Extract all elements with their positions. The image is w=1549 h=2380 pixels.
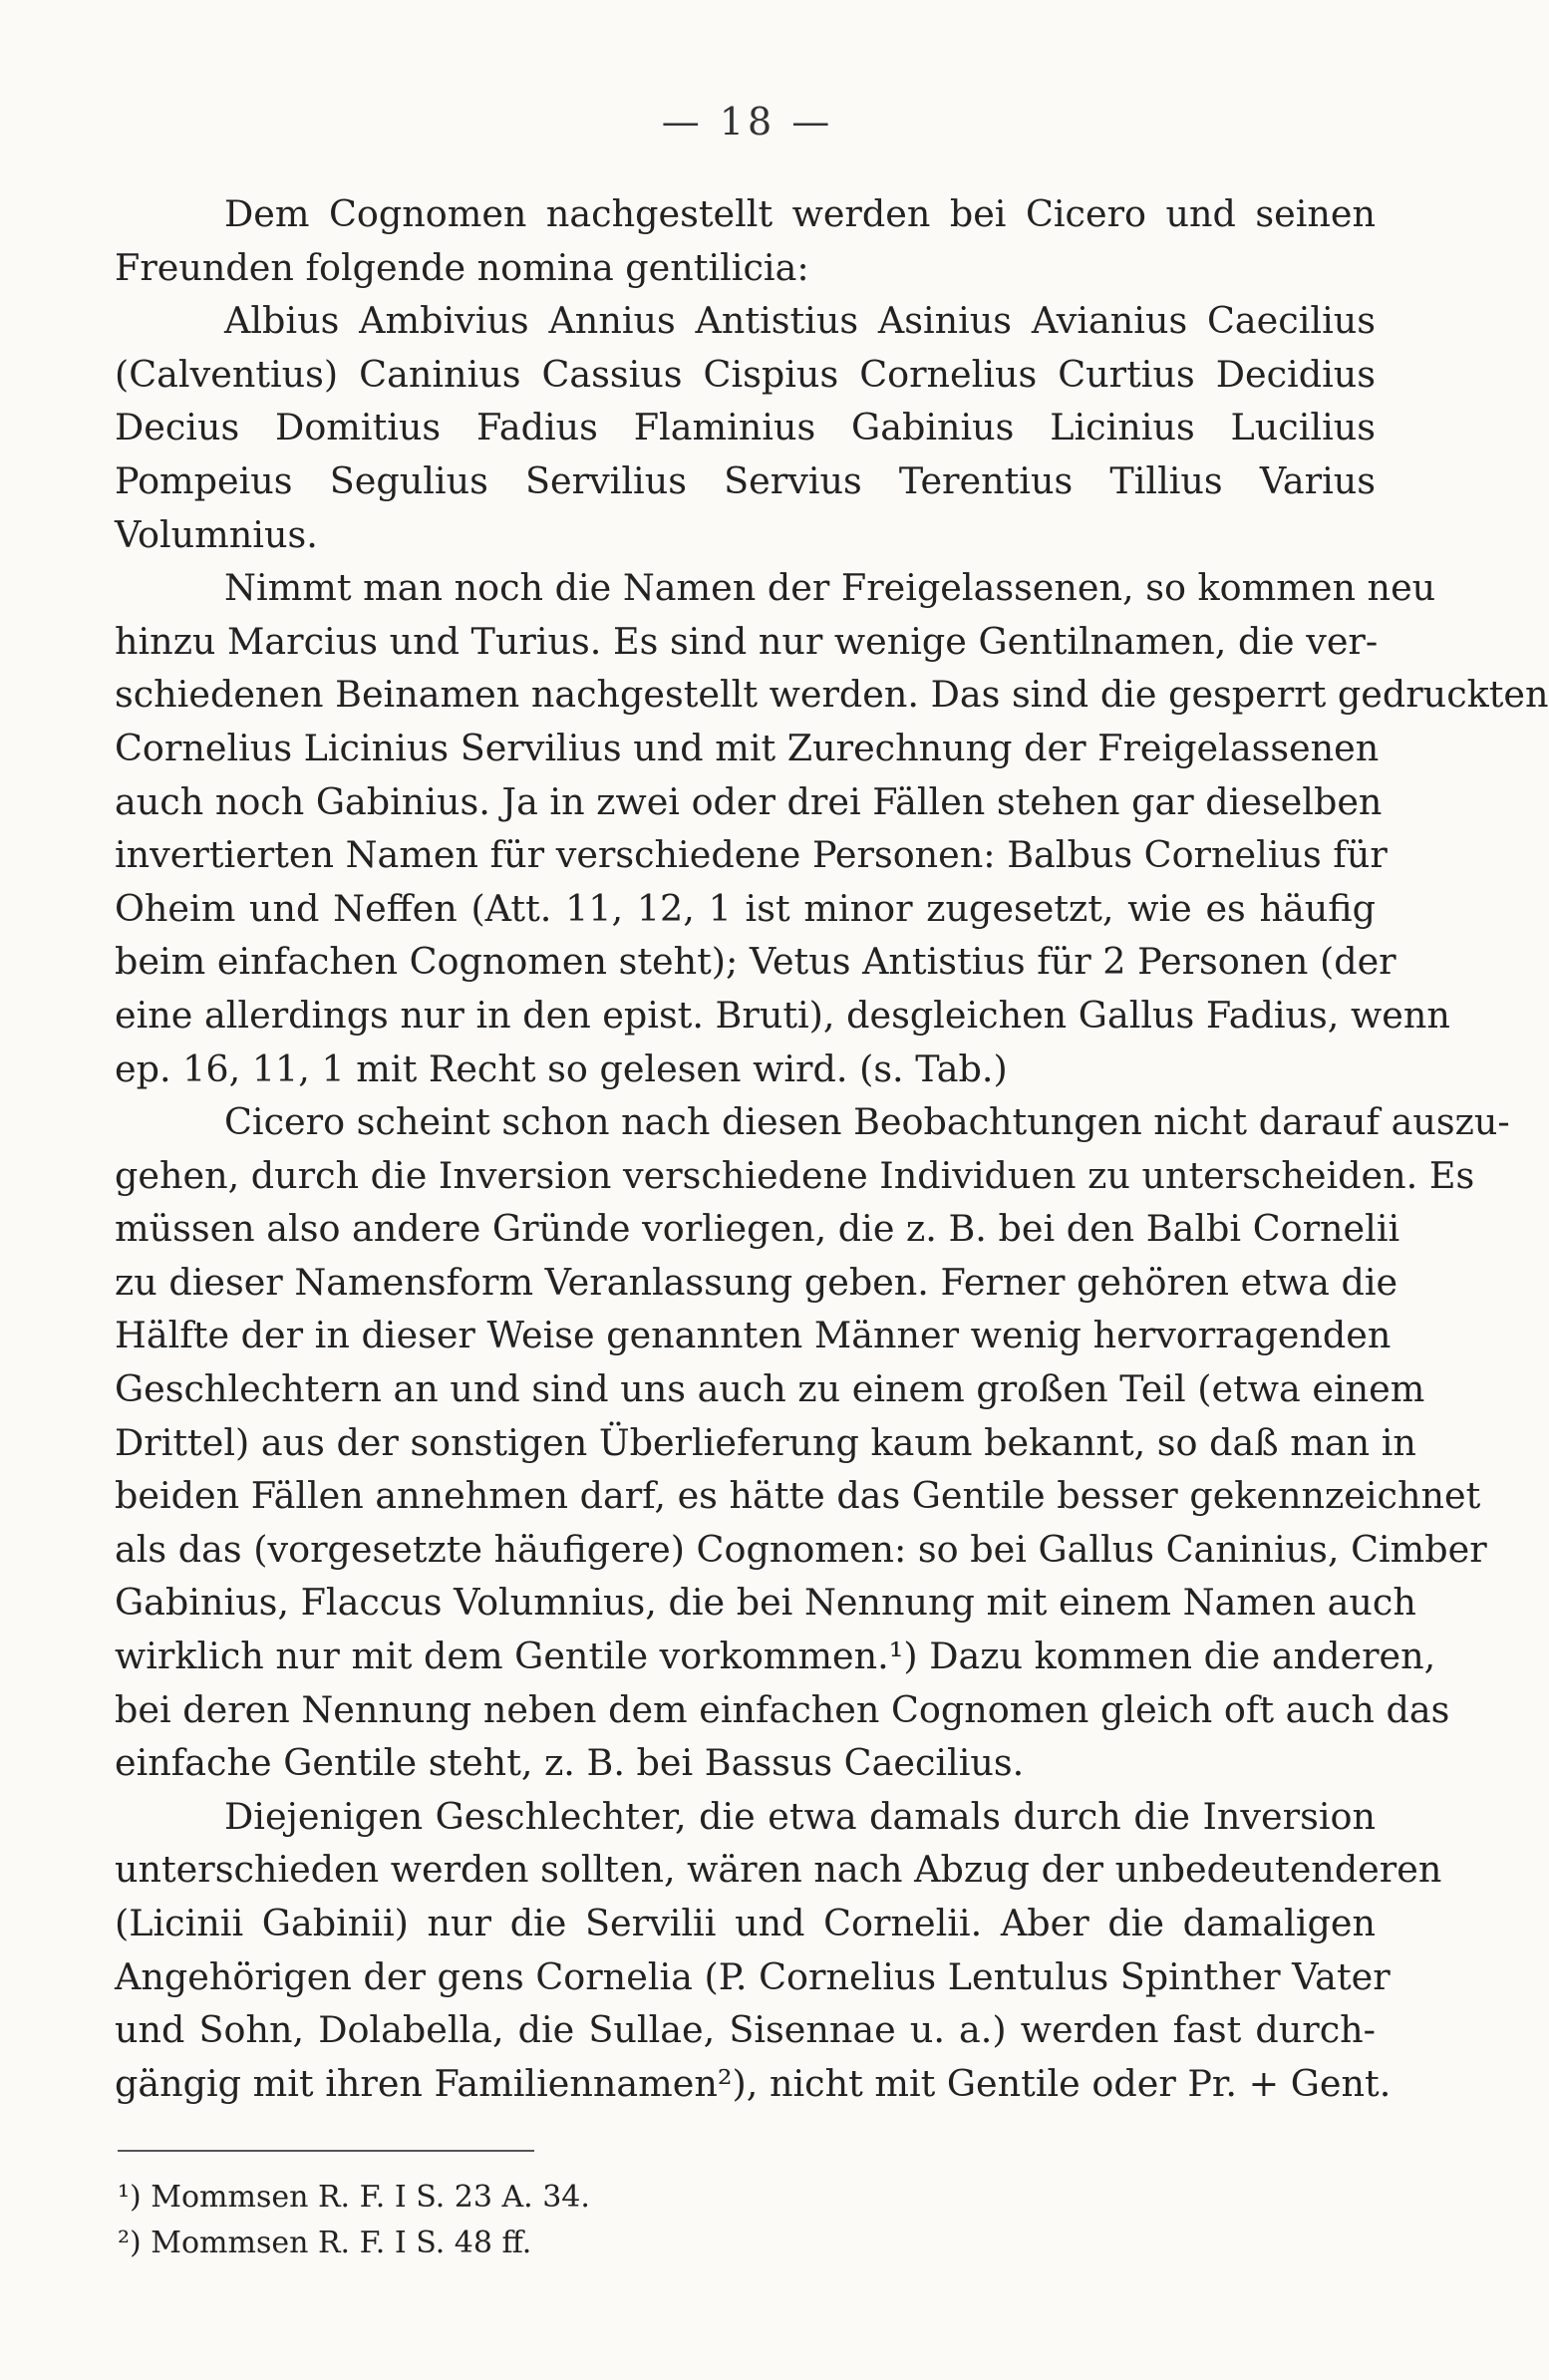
body-text xyxy=(115,187,1549,2110)
text-line: auch noch Gabinius. Ja in zwei oder drei Fällen stehen gar dieselben xyxy=(115,779,1383,823)
text-line: Diejenigen Geschlechter, die etwa damals durch die Inversion xyxy=(224,1794,1376,1838)
text-line: Cicero scheint schon nach diesen Beobachtungen nicht darauf auszu- xyxy=(224,1100,1510,1144)
text-line: Pompeius Segulius Servilius Servius Terentius Tillius Varius xyxy=(115,458,1376,502)
text-line: Nimmt man noch die Namen der Freigelassenen, so kommen neu xyxy=(224,566,1436,610)
text-line: Albius Ambivius Annius Antistius Asinius Avianius Caecilius xyxy=(224,299,1376,343)
text-line: eine allerdings nur in den epist. Bruti), desgleichen Gallus Fadius, wenn xyxy=(115,993,1450,1037)
text-line: Dem Cognomen nachgestellt werden bei Cicero und seinen xyxy=(224,192,1376,235)
text-line: Geschlechtern an und sind uns auch zu einem großen Teil (etwa einem xyxy=(115,1367,1425,1411)
footnote-2: ²) Mommsen R. F. I S. 48 ff. xyxy=(118,2226,532,2260)
text-line: (Licinii Gabinii) nur die Servilii und Cornelii. Aber die damaligen xyxy=(115,1902,1376,1944)
text-line: müssen also andere Gründe vorliegen, die z. B. bei den Balbi Cornelii xyxy=(115,1207,1400,1251)
text-line: als das (vorgesetzte häufigere) Cognomen: so bei Gallus Caninius, Cimber xyxy=(115,1527,1487,1571)
paragraph xyxy=(115,1790,1442,2111)
page-number: — 18 — xyxy=(661,100,834,144)
text-line: hinzu Marcius und Turius. Es sind nur wenige Gentilnamen, die ver- xyxy=(115,619,1379,663)
text-line: beim einfachen Cognomen steht); Vetus Antistius für 2 Personen (der xyxy=(115,940,1396,984)
text-line: einfache Gentile steht, z. B. bei Bassus Caecilius. xyxy=(115,1741,1025,1785)
text-line: Decius Domitius Fadius Flaminius Gabinius Licinius Lucilius xyxy=(115,406,1376,449)
text-line: Drittel) aus der sonstigen Überlieferung kaum bekannt, so daß man in xyxy=(115,1420,1416,1464)
text-line: beiden Fällen annehmen darf, es hätte das Gentile besser gekennzeichnet xyxy=(115,1474,1481,1518)
text-line: Gabinius, Flaccus Volumnius, die bei Nennung mit einem Namen auch xyxy=(115,1581,1416,1625)
footnotes xyxy=(118,2175,590,2266)
text-line: gehen, durch die Inversion verschiedene Individuen zu unterscheiden. Es xyxy=(115,1153,1475,1197)
text-line: Volumnius. xyxy=(115,512,318,556)
text-line: invertierten Namen für verschiedene Personen: Balbus Cornelius für xyxy=(115,833,1388,877)
text-line: Freunden folgende nomina gentilicia: xyxy=(115,245,809,289)
paragraph xyxy=(115,1095,1510,1790)
text-line: gängig mit ihren Familiennamen²), nicht mit Gentile oder Pr. + Gent. xyxy=(115,2061,1392,2105)
text-line: (Calventius) Caninius Cassius Cispius Cornelius Curtius Decidius xyxy=(115,352,1376,396)
text-line: schiedenen Beinamen nachgestellt werden. Das sind die gesperrt gedruckten xyxy=(115,673,1549,717)
text-line: und Sohn, Dolabella, die Sullae, Sisennae u. a.) werden fast durch- xyxy=(115,2008,1376,2052)
text-line: Hälfte der in dieser Weise genannten Männer wenig hervorragenden xyxy=(115,1314,1392,1357)
text-line: Angehörigen der gens Cornelia (P. Cornelius Lentulus Spinther Vater xyxy=(115,1954,1391,1998)
text-line: bei deren Nennung neben dem einfachen Cognomen gleich oft auch das xyxy=(115,1687,1450,1731)
paragraph xyxy=(115,561,1549,1095)
text-line: zu dieser Namensform Veranlassung geben. Ferner gehören etwa die xyxy=(115,1260,1398,1304)
text-line: wirklich nur mit dem Gentile vorkommen.¹) Dazu kommen die anderen, xyxy=(115,1635,1436,1678)
text-line: ep. 16, 11, 1 mit Recht so gelesen wird. (s. Tab.) xyxy=(115,1046,1008,1090)
footnote-1: ¹) Mommsen R. F. I S. 23 A. 34. xyxy=(118,2180,590,2215)
text-line: unterschieden werden sollten, wären nach Abzug der unbedeutenderen xyxy=(115,1848,1442,1892)
text-line: Cornelius Licinius Servilius und mit Zurechnung der Freigelassenen xyxy=(115,726,1380,769)
text-line: Oheim und Neffen (Att. 11, 12, 1 ist minor zugesetzt, wie es häufig xyxy=(115,886,1376,930)
footnote-divider xyxy=(118,2150,534,2152)
paragraph xyxy=(115,187,1376,561)
